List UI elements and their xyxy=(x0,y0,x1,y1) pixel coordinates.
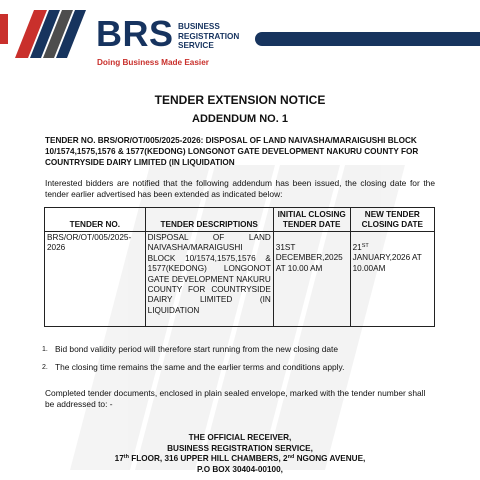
notes-list xyxy=(42,344,442,380)
brs-logo-icon xyxy=(0,0,100,70)
list-item xyxy=(42,362,442,373)
cell-tender-no: BRS/OR/OT/005/2025-2026 xyxy=(45,232,146,327)
header-tender-no: TENDER NO. xyxy=(45,208,146,232)
table-header-row xyxy=(45,208,435,232)
header-new-closing-date: NEW TENDER CLOSING DATE xyxy=(350,208,434,232)
address-street: FLOOR, 316 UPPER HILL CHAMBERS, 2 xyxy=(128,454,288,464)
new-day: 21 xyxy=(352,243,362,252)
header-initial-closing-date: INITIAL CLOSING TENDER DATE xyxy=(273,208,350,232)
new-day-suffix: ST xyxy=(361,243,369,249)
note-number: 1. xyxy=(42,346,48,353)
avenue-name: NGONG AVENUE, xyxy=(294,454,366,464)
list-item xyxy=(42,344,442,355)
address-line-4: P.O BOX 30404-00100, xyxy=(197,464,283,474)
notice-title: TENDER EXTENSION NOTICE xyxy=(154,93,326,107)
floor-number: 17 xyxy=(114,454,124,464)
address-line-2: BUSINESS REGISTRATION SERVICE, xyxy=(167,443,313,453)
note-text: The closing time remains the same and the earlier terms and conditions apply. xyxy=(55,362,345,372)
avenue-suffix: nd xyxy=(287,454,295,461)
brand-line-2: REGISTRATION xyxy=(178,31,240,41)
tender-table xyxy=(44,207,435,327)
note-number: 2. xyxy=(42,364,48,371)
addendum-number: ADDENDUM NO. 1 xyxy=(192,113,288,125)
address-block xyxy=(0,433,480,475)
brand-line-1: BUSINESS xyxy=(178,22,220,31)
brand-subtitle xyxy=(178,22,239,51)
address-line-3 xyxy=(0,454,480,465)
header-tender-descriptions: TENDER DESCRIPTIONS xyxy=(145,208,273,232)
intro-paragraph: Interested bidders are notified that the following addendum has been issued, the closing date for the tender earlier advertised has been extended as indicated below: xyxy=(45,178,435,199)
floor-suffix: th xyxy=(123,454,129,461)
new-date-rest: JANUARY,2026 AT 10.00AM xyxy=(352,253,422,273)
address-line-1: THE OFFICIAL RECEIVER, xyxy=(188,433,292,442)
table-row xyxy=(45,232,435,327)
brand-line-3: SERVICE xyxy=(178,41,214,50)
initial-date-rest: DECEMBER,2025 AT 10.00 AM xyxy=(275,253,343,273)
initial-day: 31ST xyxy=(275,243,296,252)
cell-new-date xyxy=(350,232,434,327)
note-text: Bid bond validity period will therefore start running from the new closing date xyxy=(55,344,339,354)
brand-name: BRS xyxy=(96,13,174,54)
letterhead xyxy=(0,0,480,70)
header-band xyxy=(255,32,480,46)
cell-description: DISPOSAL OF LAND NAIVASHA/MARAIGUSHI BLOCK 10/1574,1575,1576 & 1577(KEDONG) LONGONOT GATE DEVELOPMENT NAKURU COUNTY FOR COUNTRYSIDE DAIRY LIMITED (IN LIQUIDATION xyxy=(145,232,273,327)
brand-tagline: Doing Business Made Easier xyxy=(97,58,209,67)
closing-paragraph: Completed tender documents, enclosed in plain sealed envelope, marked with the tender number shall be addressed to: - xyxy=(45,388,426,409)
tender-heading: TENDER NO. BRS/OR/OT/005/2025-2026: DISPOSAL OF LAND NAIVASHA/MARAIGUSHI BLOCK 10/1574,1575,1576 & 1577(KEDONG) LONGONOT GATE DEVELOPMENT NAKURU COUNTY FOR COUNTRYSIDE DAIRY LIMITED (IN LIQUIDATION xyxy=(45,136,419,167)
cell-initial-date xyxy=(273,232,350,327)
